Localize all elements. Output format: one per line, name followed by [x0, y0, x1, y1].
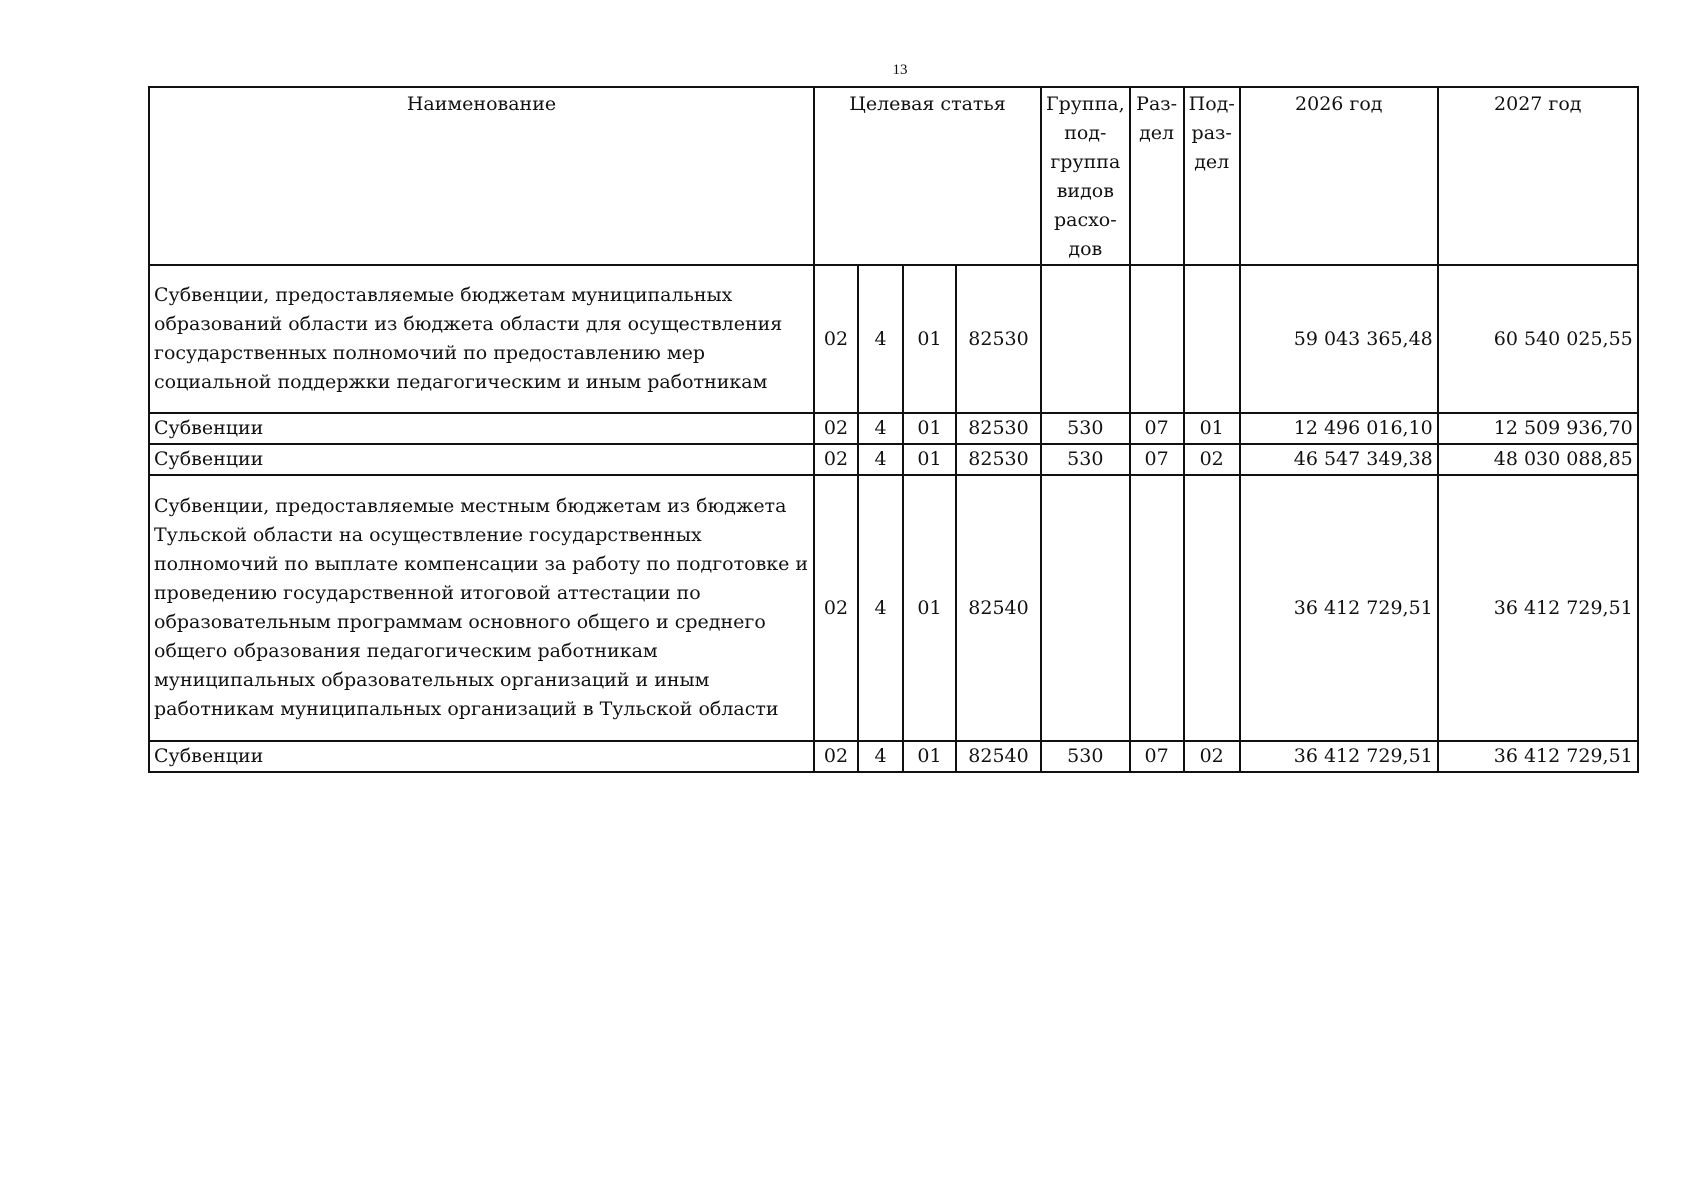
table-row: [149, 444, 1638, 475]
row-name: Субвенции, предоставляемые бюджетам муниципальных образований области из бюджета области для осуществления государственных полномочий по предоставлению мер социальной поддержки педагогическим и иным работникам: [149, 265, 814, 413]
row-code-program: 02: [814, 265, 858, 413]
row-section: [1130, 475, 1184, 741]
table-row: [149, 413, 1638, 444]
row-expense-group: 530: [1041, 444, 1130, 475]
table-row: [149, 265, 1638, 413]
row-code-subprogram: 01: [903, 741, 956, 772]
header-section: Раз- дел: [1130, 87, 1184, 265]
row-code-type: 4: [858, 265, 903, 413]
row-amount-2027: 60 540 025,55: [1438, 265, 1638, 413]
row-amount-2027: 48 030 088,85: [1438, 444, 1638, 475]
row-subsection: 02: [1184, 741, 1240, 772]
table-header-row: [149, 87, 1638, 265]
row-code-subprogram: 01: [903, 444, 956, 475]
row-expense-group: 530: [1041, 741, 1130, 772]
table-row: [149, 741, 1638, 772]
row-expense-group: [1041, 265, 1130, 413]
row-name: Субвенции, предоставляемые местным бюджетам из бюджета Тульской области на осуществление государственных полномочий по выплате компенсации за работу по подготовке и проведению государственной итоговой аттестации по образовательным программам основного общего и среднего общего образования педагогическим работникам муниципальных образовательных организаций и иным работникам муниципальных организаций в Тульской области: [149, 475, 814, 741]
header-name: Наименование: [149, 87, 814, 265]
row-code-type: 4: [858, 413, 903, 444]
row-expense-group: 530: [1041, 413, 1130, 444]
row-amount-2026: 36 412 729,51: [1240, 475, 1438, 741]
header-year-2027: 2027 год: [1438, 87, 1638, 265]
row-name: Субвенции: [149, 413, 814, 444]
row-amount-2027: 36 412 729,51: [1438, 475, 1638, 741]
row-section: 07: [1130, 413, 1184, 444]
row-name: Субвенции: [149, 444, 814, 475]
row-code-direction: 82540: [956, 741, 1041, 772]
row-section: 07: [1130, 741, 1184, 772]
row-code-program: 02: [814, 741, 858, 772]
row-code-program: 02: [814, 444, 858, 475]
row-name: Субвенции: [149, 741, 814, 772]
budget-table: [148, 86, 1639, 773]
row-code-type: 4: [858, 444, 903, 475]
row-amount-2026: 59 043 365,48: [1240, 265, 1438, 413]
row-section: 07: [1130, 444, 1184, 475]
row-code-subprogram: 01: [903, 413, 956, 444]
row-code-program: 02: [814, 475, 858, 741]
header-year-2026: 2026 год: [1240, 87, 1438, 265]
row-amount-2026: 46 547 349,38: [1240, 444, 1438, 475]
row-amount-2026: 12 496 016,10: [1240, 413, 1438, 444]
row-subsection: [1184, 265, 1240, 413]
header-subsection: Под- раз- дел: [1184, 87, 1240, 265]
row-code-direction: 82530: [956, 265, 1041, 413]
row-code-type: 4: [858, 741, 903, 772]
row-subsection: [1184, 475, 1240, 741]
header-target-article: Целевая статья: [814, 87, 1041, 265]
table-row: [149, 475, 1638, 741]
row-subsection: 01: [1184, 413, 1240, 444]
row-code-direction: 82540: [956, 475, 1041, 741]
page-number: 13: [892, 62, 908, 78]
row-code-type: 4: [858, 475, 903, 741]
row-code-program: 02: [814, 413, 858, 444]
row-expense-group: [1041, 475, 1130, 741]
row-amount-2026: 36 412 729,51: [1240, 741, 1438, 772]
row-amount-2027: 12 509 936,70: [1438, 413, 1638, 444]
row-code-direction: 82530: [956, 444, 1041, 475]
row-section: [1130, 265, 1184, 413]
row-amount-2027: 36 412 729,51: [1438, 741, 1638, 772]
row-code-subprogram: 01: [903, 475, 956, 741]
header-expense-group: Группа, под- группа видов расхо- дов: [1041, 87, 1130, 265]
row-subsection: 02: [1184, 444, 1240, 475]
row-code-subprogram: 01: [903, 265, 956, 413]
row-code-direction: 82530: [956, 413, 1041, 444]
